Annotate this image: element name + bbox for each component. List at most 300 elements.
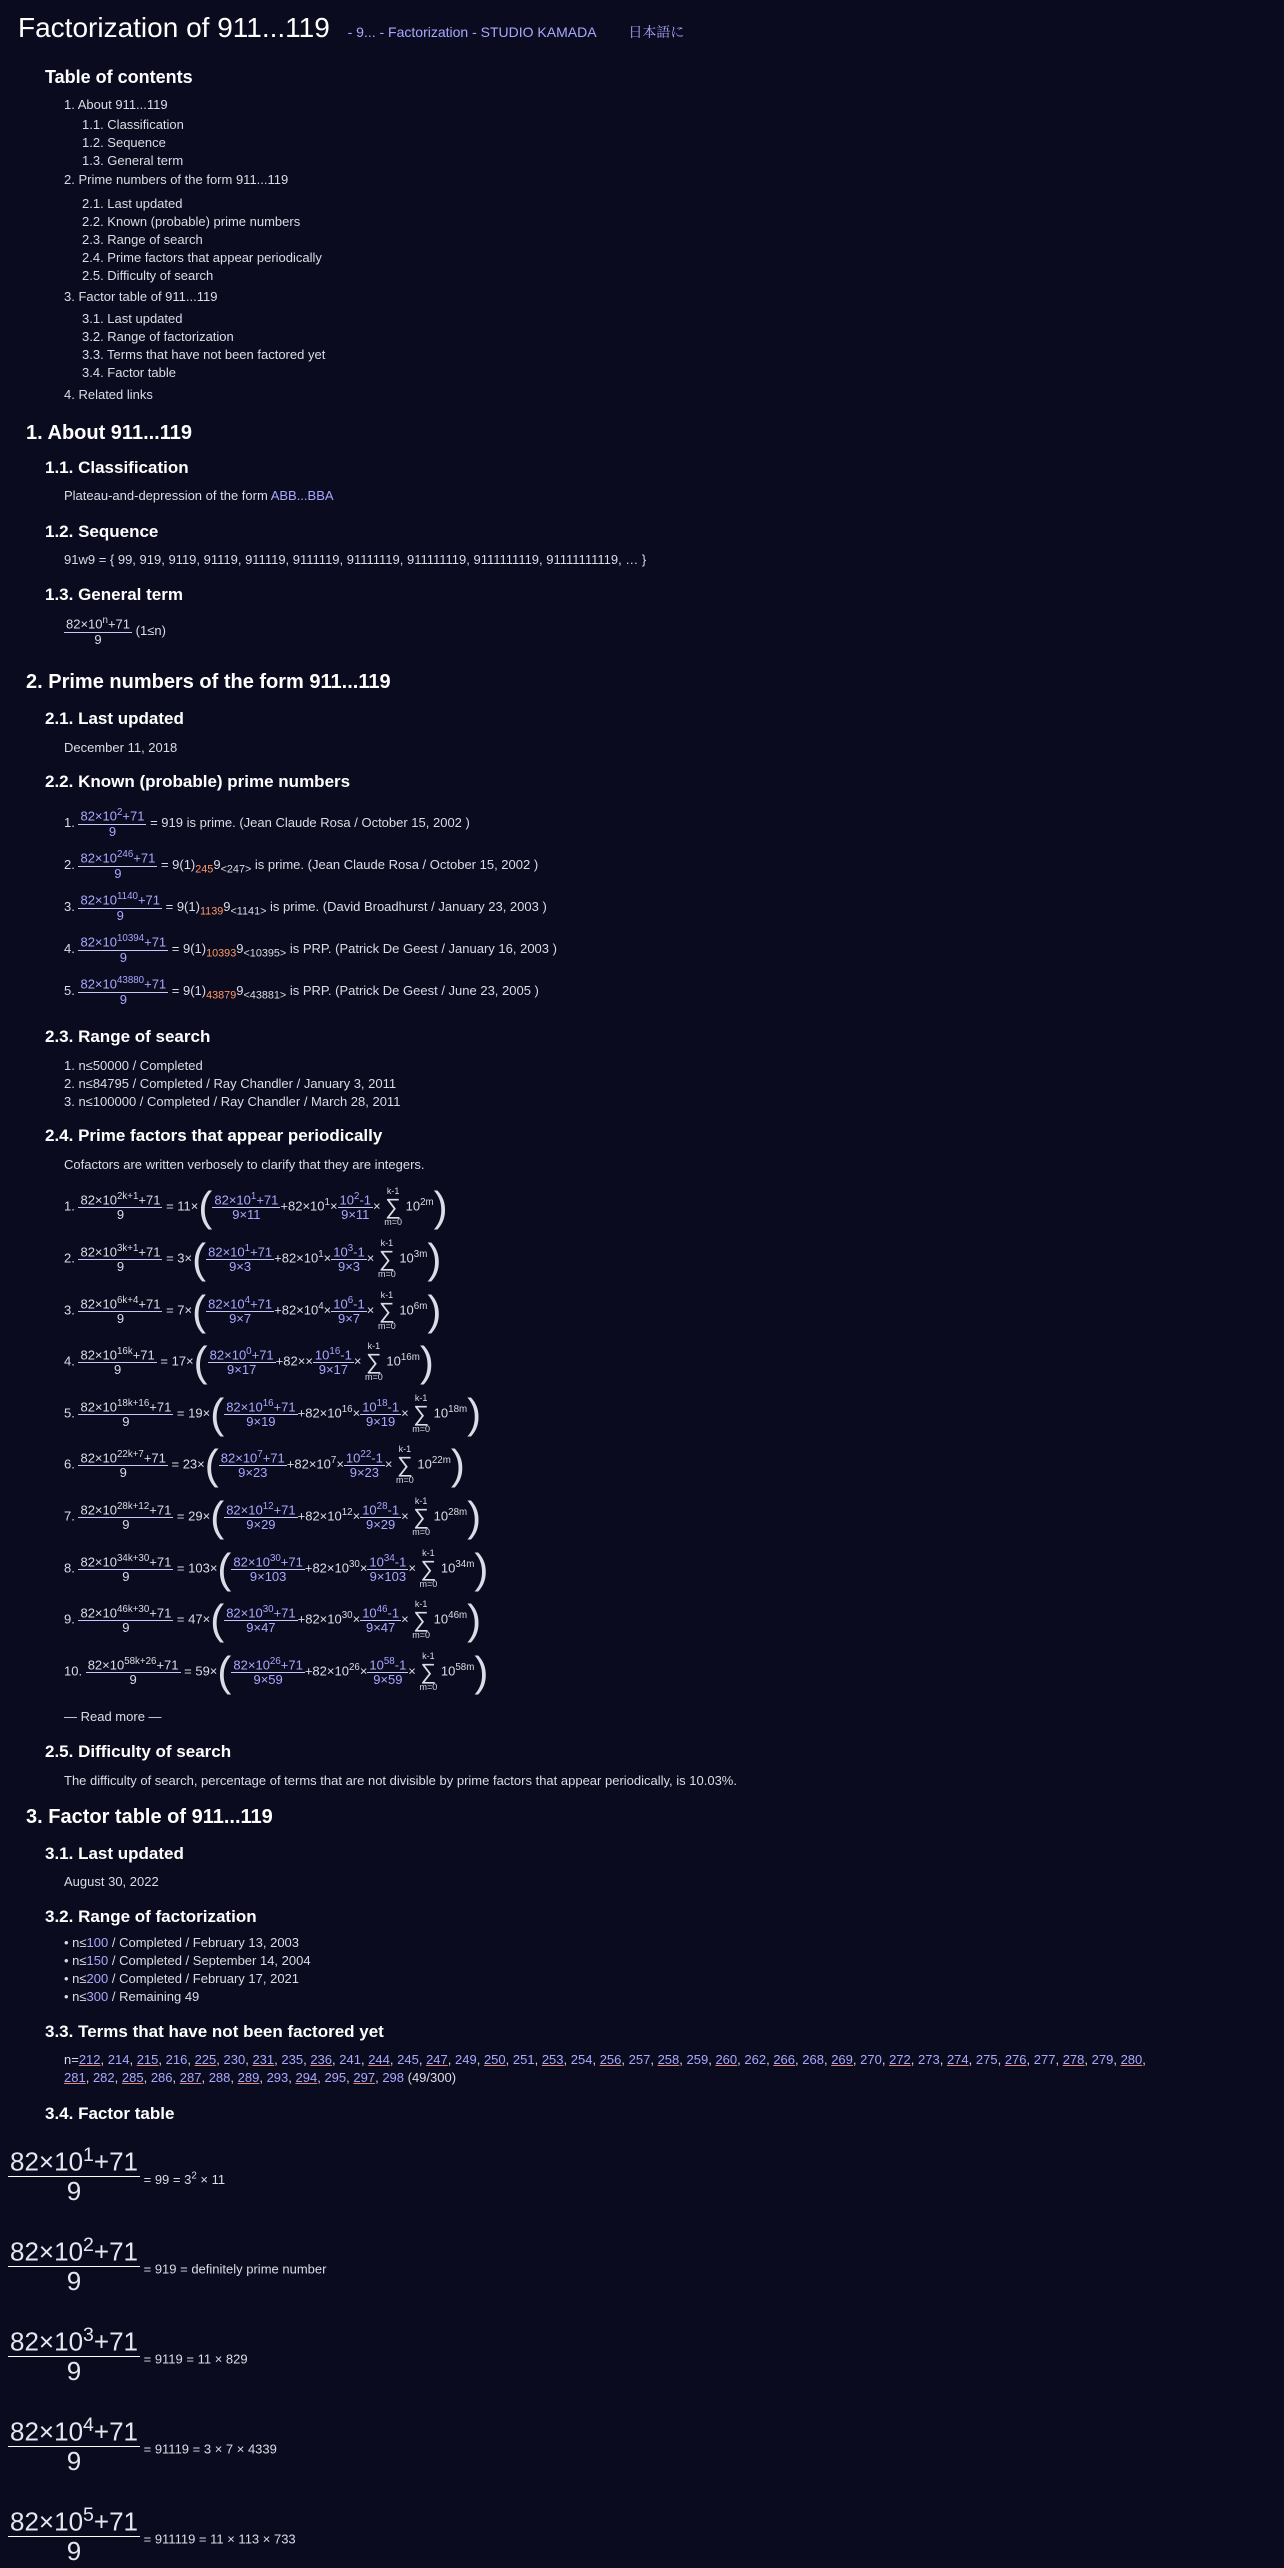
- unfactored-term-link[interactable]: 244: [368, 2052, 390, 2067]
- known-prime-row: 3. $\frac{82\times 10^{1140}+71}{9}$ = $9(1)_{1139}9_{<1141>}$ is prime. (David Broadhurst / January 23, 2003 ): [64, 891, 547, 923]
- fraction-numerator: $10^{46}-1$: [362, 1603, 400, 1620]
- left-paren: (: [210, 1596, 225, 1643]
- unfactored-term-link[interactable]: 297: [353, 2070, 376, 2085]
- factor-range-link[interactable]: 150: [86, 1953, 109, 1968]
- exponent: 46k+30: [116, 1603, 150, 1615]
- fraction-numerator: $82\times 10^{34k+30}+71$: [80, 1552, 172, 1569]
- unfactored-term-link[interactable]: 270: [860, 2052, 882, 2067]
- fraction-numerator: $10^6-1$: [333, 1294, 365, 1311]
- toc-item[interactable]: 3.4. Factor table: [82, 365, 176, 380]
- fraction: [231, 1657, 304, 1688]
- section-1-3-heading: 1.3. General term: [45, 585, 183, 604]
- toc-item[interactable]: 1.2. Sequence: [82, 135, 166, 150]
- fraction-numerator: $10^{16}-1$: [314, 1345, 352, 1362]
- factor-expression: [8, 2414, 140, 2477]
- toc-heading: Table of contents: [45, 67, 193, 87]
- unfactored-term-link[interactable]: 254: [570, 2052, 593, 2067]
- fraction-denominator: 9: [119, 1465, 127, 1481]
- digit-count: <1141>: [230, 905, 267, 918]
- sigma-lower: m=0: [412, 1527, 431, 1537]
- exponent: 30: [269, 1552, 281, 1564]
- unfactored-term-link[interactable]: 269: [831, 2052, 853, 2067]
- exponent: 7: [330, 1455, 337, 1467]
- sigma-symbol: ∑: [378, 1298, 395, 1323]
- difficulty-text: The difficulty of search, percentage of terms that are not divisible by prime factors that appear periodically, is 10.03%.: [64, 1773, 737, 1788]
- toc-item[interactable]: 3.3. Terms that have not been factored yet: [82, 347, 326, 362]
- left-paren: (: [192, 1235, 207, 1282]
- fraction-denominator: 9: [129, 1672, 137, 1688]
- unfactored-term-link[interactable]: 268: [802, 2052, 824, 2067]
- fraction: [78, 1244, 162, 1275]
- sigma-symbol: ∑: [397, 1452, 413, 1477]
- exponent: 7: [257, 1448, 263, 1460]
- unfactored-term-link[interactable]: 251: [512, 2052, 535, 2067]
- sigma-symbol: ∑: [385, 1194, 401, 1219]
- fraction-numerator: $82\times 10^4+71$: [208, 1294, 273, 1311]
- exponent: 30: [341, 1610, 353, 1622]
- periodic-factor-row: 6. $\frac{82\times 10^{22k+7}+71}{9}$ = 23×( $\frac{82\times 10^7+71}{9\times 23}$ $+82\times 10^7\times$ $\frac{10^{22}-1}{9\times 23}$ × k-1 ∑ m=0 $10^{22m}$): [64, 1441, 465, 1488]
- fraction-denominator: 9: [114, 1362, 122, 1378]
- sigma: [412, 1497, 430, 1537]
- list-index: 3.: [64, 898, 79, 914]
- fraction-denominator: 9: [66, 2536, 82, 2567]
- factor-range-link[interactable]: 100: [86, 1935, 109, 1950]
- fraction-denominator: 9×23: [238, 1465, 268, 1481]
- fraction: [212, 1192, 280, 1223]
- exponent: 34k+30: [116, 1552, 150, 1564]
- right-paren: ): [427, 1235, 442, 1282]
- fraction-denominator: 9: [122, 1620, 130, 1636]
- toc-item[interactable]: 2.2. Known (probable) prime numbers: [82, 214, 301, 229]
- fraction: [8, 2235, 140, 2296]
- toc-item[interactable]: 1.1. Classification: [82, 117, 184, 132]
- periodic-factor-row: 3. $\frac{82\times 10^{6k+4}+71}{9}$ = 7×( $\frac{82\times 10^4+71}{9\times 7}$ $+82\times 10^4\times$ $\frac{10^6-1}{9\times 7}$ × k-1 ∑ m=0 $10^{6m}$): [64, 1287, 442, 1334]
- fraction-numerator: $10^{28}-1$: [362, 1500, 400, 1517]
- unfactored-term-link[interactable]: 294: [295, 2070, 318, 2085]
- unfactored-term-link[interactable]: 277: [1033, 2052, 1056, 2067]
- sigma: [420, 1652, 438, 1692]
- toc-item[interactable]: 3.1. Last updated: [82, 311, 183, 326]
- left-paren: (: [193, 1338, 208, 1385]
- sigma-upper: k-1: [380, 1290, 394, 1300]
- fraction-denominator: 9×19: [246, 1414, 276, 1430]
- exponent: 58m: [455, 1662, 475, 1674]
- fraction-denominator: 9: [108, 823, 117, 839]
- exponent: 2: [83, 2234, 94, 2256]
- language-link[interactable]: 日本語に: [628, 24, 685, 40]
- fraction: [331, 1244, 366, 1275]
- toc-item[interactable]: 1.3. General term: [82, 153, 184, 168]
- unfactored-term-link[interactable]: 256: [599, 2052, 622, 2067]
- fraction-numerator: $82\times 10^{16}+71$: [226, 1397, 296, 1414]
- fraction-numerator: $82\times 10^{6k+4}+71$: [80, 1294, 161, 1311]
- fraction: [78, 1192, 162, 1223]
- factor-range-item: • n≤200 / Completed / February 17, 2021: [64, 1971, 300, 1986]
- factor-table-row: [8, 2415, 277, 2476]
- sigma-upper: k-1: [422, 1548, 435, 1558]
- fraction-numerator: $82\times 10^{58k+26}+71$: [87, 1655, 179, 1672]
- periodic-factor-row: 8. $\frac{82\times 10^{34k+30}+71}{9}$ = 103×( $\frac{82\times 10^{30}+71}{9\times 103}$ $+82\times 10^{30}\times$ $\frac{10^{34}-1}{9\times 103}$ × k-1 ∑ m=0 $10^{34m}$): [64, 1545, 489, 1592]
- fraction-denominator: 9: [116, 1207, 125, 1223]
- s3-last-updated: August 30, 2022: [64, 1874, 159, 1889]
- toc-item[interactable]: 2.3. Range of search: [82, 232, 203, 247]
- fraction: [78, 1502, 173, 1533]
- sigma: [378, 1291, 396, 1331]
- unfactored-term-link[interactable]: 245: [397, 2052, 419, 2067]
- unfactored-term-link[interactable]: 258: [657, 2052, 680, 2067]
- unfactored-term-link[interactable]: 272: [889, 2052, 911, 2067]
- fraction-denominator: 9×19: [365, 1414, 396, 1430]
- unfactored-term-link[interactable]: 279: [1091, 2052, 1114, 2067]
- section-2-4-heading: 2.4. Prime factors that appear periodically: [45, 1126, 383, 1145]
- unfactored-term-link[interactable]: 288: [208, 2070, 231, 2085]
- fraction: [360, 1399, 401, 1430]
- exponent: 16: [329, 1345, 341, 1357]
- unfactored-term-link[interactable]: 249: [455, 2052, 477, 2067]
- fraction: [78, 934, 168, 965]
- section-3-4-heading: 3.4. Factor table: [45, 2104, 175, 2123]
- unfactored-line: 281, 282, 285, 286, 287, 288, 289, 293, 294, 295, 297, 298 (49/300): [64, 2070, 457, 2085]
- fraction: [8, 2415, 140, 2476]
- factor-result: = $99 = 3^2 \times 11$: [140, 2170, 226, 2188]
- fraction-numerator: $82\times 10^1+71$: [214, 1190, 279, 1207]
- sigma: [378, 1239, 396, 1279]
- section-1-2-heading: 1.2. Sequence: [45, 522, 159, 541]
- search-range-item: 1. n≤50000 / Completed: [64, 1058, 203, 1073]
- repeat-count: 43879: [206, 989, 237, 1002]
- unfactored-term-link[interactable]: 276: [1004, 2052, 1027, 2067]
- fraction-denominator: 9: [66, 2446, 82, 2477]
- known-prime-row: 4. $\frac{82\times 10^{10394}+71}{9}$ = $9(1)_{10393}9_{<10395>}$ is PRP. (Patrick De Geest / January 16, 2003 ): [64, 933, 557, 965]
- sigma-symbol: ∑: [378, 1246, 395, 1271]
- fraction-denominator: 9: [116, 1311, 125, 1327]
- exponent: 30: [262, 1603, 274, 1615]
- factor-expression: [8, 2234, 140, 2297]
- classification-link[interactable]: ABB...BBA: [270, 488, 334, 503]
- unfactored-term-link[interactable]: 260: [715, 2052, 738, 2067]
- sigma-lower: m=0: [396, 1475, 414, 1485]
- list-index: 7.: [64, 1508, 79, 1524]
- unfactored-term-link[interactable]: 266: [773, 2052, 796, 2067]
- fraction: [219, 1450, 287, 1481]
- exponent: 22m: [431, 1455, 451, 1467]
- sigma: [412, 1600, 430, 1640]
- section-2-heading: 2. Prime numbers of the form 911...119: [26, 671, 391, 693]
- factor-table-row: [8, 2235, 326, 2296]
- unfactored-term-link[interactable]: 287: [179, 2070, 202, 2085]
- fraction-numerator: $10^{58}-1$: [369, 1655, 407, 1672]
- sigma-lower: m=0: [412, 1630, 431, 1640]
- factor-range-item: • n≤300 / Remaining 49: [64, 1989, 200, 2004]
- unfactored-term-link[interactable]: 257: [628, 2052, 651, 2067]
- fraction-numerator: $10^{34}-1$: [369, 1552, 407, 1569]
- toc-item[interactable]: 2. Prime numbers of the form 911...119: [64, 172, 289, 187]
- fraction: [224, 1502, 297, 1533]
- fraction: [86, 1657, 181, 1688]
- search-range-item: 3. n≤100000 / Completed / Ray Chandler / March 28, 2011: [64, 1094, 401, 1109]
- exponent: 12: [341, 1507, 353, 1519]
- sigma-lower: m=0: [419, 1579, 438, 1589]
- fraction-numerator: $82\times 10^{30}+71$: [226, 1603, 296, 1620]
- list-index: 9.: [64, 1611, 79, 1627]
- exponent: 4: [83, 2414, 94, 2436]
- fraction: [360, 1605, 401, 1636]
- fraction-numerator: $82\times 10^{26}+71$: [233, 1655, 303, 1672]
- unfactored-term-link[interactable]: 278: [1062, 2052, 1085, 2067]
- fraction-denominator: 9: [119, 949, 127, 965]
- unfactored-term-link[interactable]: 293: [266, 2070, 289, 2085]
- exponent: 18: [376, 1397, 388, 1409]
- unfactored-term-link[interactable]: 230: [223, 2052, 246, 2067]
- sigma-upper: k-1: [367, 1341, 381, 1351]
- fraction-numerator: $10^2-1$: [339, 1190, 371, 1207]
- unfactored-term-link[interactable]: 295: [324, 2070, 347, 2085]
- exponent: 0: [246, 1345, 252, 1357]
- unfactored-term-link[interactable]: 281: [64, 2070, 86, 2085]
- section-3-heading: 3. Factor table of 911...119: [26, 1806, 273, 1828]
- fraction-numerator: $82\times 10^3+71$: [10, 2324, 138, 2357]
- exponent: 22: [360, 1448, 372, 1460]
- exponent: 16: [341, 1404, 353, 1416]
- exponent: 18m: [448, 1404, 468, 1416]
- section-2-5-heading: 2.5. Difficulty of search: [45, 1742, 232, 1761]
- sigma-lower: m=0: [377, 1269, 396, 1279]
- fraction-numerator: $10^3-1$: [333, 1242, 365, 1259]
- exponent: 6m: [413, 1301, 428, 1313]
- right-paren: ): [433, 1183, 448, 1230]
- known-prime-row: 1. $\frac{82\times 10^2+71}{9}$ = 919 is prime. (Jean Claude Rosa / October 15, 2002 ): [64, 807, 470, 839]
- unfactored-term-link[interactable]: 250: [483, 2052, 506, 2067]
- sequence-text: 91w9 = { 99, 919, 9119, 91119, 911119, 9111119, 91111119, 911111119, 9111111119, 91111111119, … }: [64, 552, 647, 567]
- fraction-denominator: 9×11: [232, 1207, 261, 1223]
- exponent: 3: [83, 2324, 94, 2346]
- unfactored-term-link[interactable]: 282: [92, 2070, 115, 2085]
- exponent: 4: [318, 1301, 324, 1313]
- left-paren: (: [217, 1648, 232, 1695]
- left-paren: (: [210, 1390, 225, 1437]
- fraction: [367, 1554, 408, 1585]
- s2-last-updated: December 11, 2018: [64, 740, 178, 755]
- sigma-lower: m=0: [384, 1217, 402, 1227]
- section-1-1-heading: 1.1. Classification: [45, 458, 189, 477]
- repeat-count: 245: [195, 863, 214, 876]
- exponent: 30: [348, 1559, 360, 1571]
- toc-item[interactable]: 4. Related links: [64, 387, 153, 402]
- exponent: 2k+1: [116, 1190, 139, 1202]
- repeat-count: 10393: [206, 947, 237, 960]
- right-paren: ): [467, 1493, 482, 1540]
- fraction-numerator: $82\times 10^{2k+1}+71$: [80, 1190, 161, 1207]
- sigma-symbol: ∑: [413, 1504, 430, 1529]
- exponent: 58: [383, 1655, 395, 1667]
- fraction-denominator: 9: [114, 865, 122, 881]
- list-index: 3.: [64, 1302, 79, 1318]
- fraction-numerator: $82\times 10^{18k+16}+71$: [80, 1397, 172, 1414]
- fraction-denominator: 9×47: [365, 1620, 396, 1636]
- periodic-factor-row: 7. $\frac{82\times 10^{28k+12}+71}{9}$ = 29×( $\frac{82\times 10^{12}+71}{9\times 29}$ $+82\times 10^{12}\times$ $\frac{10^{28}-1}{9\times 29}$ × k-1 ∑ m=0 $10^{28m}$): [64, 1493, 482, 1540]
- unfactored-term-link[interactable]: 286: [150, 2070, 173, 2085]
- sigma-upper: k-1: [380, 1238, 394, 1248]
- fraction-denominator: 9×47: [246, 1620, 276, 1636]
- unfactored-term-link[interactable]: 225: [194, 2052, 217, 2067]
- fraction-denominator: 9: [116, 907, 124, 923]
- unfactored-term-link[interactable]: 262: [744, 2052, 767, 2067]
- unfactored-term-link[interactable]: 275: [975, 2052, 998, 2067]
- known-prime-row: 2. $\frac{82\times 10^{246}+71}{9}$ = $9(1)_{245}9_{<247>}$ is prime. (Jean Claude Rosa / October 15, 2002 ): [64, 849, 539, 881]
- fraction-numerator: $82\times 10^{46k+30}+71$: [80, 1603, 172, 1620]
- sigma-upper: k-1: [386, 1186, 400, 1196]
- toc-item[interactable]: 3. Factor table of 911...119: [64, 289, 218, 304]
- fraction: [224, 1605, 297, 1636]
- fraction-numerator: $82\times 10^{16k}+71$: [80, 1345, 155, 1362]
- factor-range-item: • n≤100 / Completed / February 13, 2003: [64, 1935, 300, 1950]
- fraction-numerator: $82\times 10^{246}+71$: [80, 849, 156, 866]
- unfactored-count: (49/300): [404, 2070, 457, 2085]
- sigma-upper: k-1: [414, 1496, 428, 1506]
- section-1-heading: 1. About 911...119: [26, 422, 193, 444]
- factor-result: = 9119 = 11 × 829: [140, 2351, 248, 2367]
- exponent: 16m: [400, 1352, 420, 1364]
- repeat-count: 1139: [199, 905, 224, 918]
- exponent: 34m: [455, 1559, 475, 1571]
- left-paren: (: [204, 1441, 219, 1488]
- exponent: 26: [269, 1655, 281, 1667]
- fraction: [344, 1450, 385, 1481]
- fraction-denominator: 9×103: [369, 1569, 407, 1585]
- page-title: Factorization of 911...119 - 9... - Factorization - STUDIO KAMADA 日本語に: [18, 12, 685, 43]
- unfactored-term-link[interactable]: 216: [165, 2052, 188, 2067]
- fraction-numerator: $82\times 10^{1140}+71$: [80, 891, 161, 908]
- fraction-numerator: $82\times 10^{28k+12}+71$: [80, 1500, 172, 1517]
- read-more-link[interactable]: — Read more —: [64, 1709, 162, 1724]
- unfactored-term-link[interactable]: 247: [426, 2052, 448, 2067]
- fraction-denominator: 9: [116, 1259, 125, 1275]
- unfactored-term-link[interactable]: 285: [121, 2070, 144, 2085]
- unfactored-term-link[interactable]: 289: [237, 2070, 260, 2085]
- exponent: 2m: [420, 1197, 434, 1209]
- list-index: 10.: [64, 1663, 86, 1679]
- factor-result: = 919 = definitely prime number: [140, 2261, 327, 2277]
- exponent: 5: [83, 2504, 94, 2526]
- unfactored-term-link[interactable]: 215: [136, 2052, 159, 2067]
- exponent: 1: [318, 1249, 324, 1261]
- fraction: [206, 1244, 274, 1275]
- exponent: 2: [354, 1190, 360, 1202]
- fraction: [78, 976, 168, 1007]
- unfactored-term-link[interactable]: 274: [946, 2052, 969, 2067]
- fraction: [78, 1554, 173, 1585]
- exponent: 22k+7: [116, 1448, 144, 1460]
- fraction: [208, 1347, 276, 1378]
- unfactored-term-link[interactable]: 298: [382, 2070, 405, 2085]
- exponent: 3m: [413, 1249, 428, 1261]
- fraction-denominator: 9×7: [229, 1311, 252, 1327]
- list-index: 2.: [64, 1250, 79, 1266]
- section-3-2-heading: 3.2. Range of factorization: [45, 1907, 257, 1926]
- fraction-denominator: 9: [122, 1517, 130, 1533]
- unfactored-term-link[interactable]: 231: [252, 2052, 275, 2067]
- sigma-symbol: ∑: [420, 1556, 437, 1581]
- sigma: [384, 1187, 402, 1227]
- unfactored-term-link[interactable]: 212: [78, 2052, 101, 2067]
- fraction-numerator: $82\times 10^5+71$: [10, 2504, 138, 2537]
- unfactored-term-link[interactable]: 280: [1120, 2052, 1143, 2067]
- toc-item[interactable]: 2.5. Difficulty of search: [82, 268, 214, 283]
- toc-item[interactable]: 2.1. Last updated: [82, 196, 183, 211]
- exponent: 16: [262, 1397, 274, 1409]
- unfactored-term-link[interactable]: 236: [310, 2052, 333, 2067]
- fraction-numerator: $10^{22}-1$: [345, 1448, 383, 1465]
- exponent: 46: [376, 1603, 388, 1615]
- fraction-denominator: 9: [119, 991, 127, 1007]
- fraction-denominator: 9×59: [373, 1672, 403, 1688]
- unfactored-term-link[interactable]: 214: [107, 2052, 130, 2067]
- fraction-denominator: 9×3: [337, 1259, 361, 1275]
- fraction-denominator: 9×59: [253, 1672, 283, 1688]
- sigma-upper: k-1: [422, 1651, 435, 1661]
- toc-item[interactable]: 2.4. Prime factors that appear periodically: [82, 250, 322, 265]
- unfactored-term-link[interactable]: 253: [541, 2052, 564, 2067]
- unfactored-term-link[interactable]: 235: [281, 2052, 304, 2067]
- factor-range-link[interactable]: 300: [86, 1989, 109, 2004]
- unfactored-term-link[interactable]: 273: [918, 2052, 940, 2067]
- unfactored-term-link[interactable]: 259: [686, 2052, 709, 2067]
- section-2-2-heading: 2.2. Known (probable) prime numbers: [45, 772, 351, 791]
- sigma: [420, 1549, 438, 1589]
- factor-table-row: [8, 2325, 248, 2386]
- exponent: 2: [191, 2170, 197, 2182]
- factor-range-link[interactable]: 200: [86, 1971, 109, 1986]
- fraction-denominator: 9×7: [337, 1311, 361, 1327]
- exponent: 34: [383, 1552, 395, 1564]
- toc-item[interactable]: 1. About 911...119: [64, 97, 168, 112]
- exponent: 28m: [448, 1507, 468, 1519]
- unfactored-line: n=212, 214, 215, 216, 225, 230, 231, 235, 236, 241, 244, 245, 247, 249, 250, 251, 253, 254, 256, 257, 258, 259, 260, 262, 266, 268, 269, 270, 272, 273, 274, 275, 276, 277, 278, 279, 280,: [64, 2052, 1146, 2067]
- sigma-lower: m=0: [365, 1372, 383, 1382]
- breadcrumb-link[interactable]: - 9... - Factorization - STUDIO KAMADA: [347, 24, 597, 40]
- list-index: 5.: [64, 1405, 79, 1421]
- fraction: [206, 1296, 274, 1327]
- fraction: [78, 1450, 167, 1481]
- right-paren: ): [467, 1390, 482, 1437]
- exponent: 1: [244, 1242, 251, 1254]
- factor-result: = 911119 = 11 × 113 × 733: [140, 2531, 296, 2547]
- fraction: [331, 1296, 366, 1327]
- cofactor-note: Cofactors are written verbosely to clarify that they are integers.: [64, 1157, 425, 1172]
- fraction-denominator: 9: [66, 2176, 82, 2207]
- exponent: 43880: [116, 975, 145, 986]
- list-index: 4.: [64, 940, 79, 956]
- fraction-numerator: $82\times 10^4+71$: [10, 2414, 138, 2447]
- fraction-denominator: 9×29: [246, 1517, 276, 1533]
- periodic-factor-row: 5. $\frac{82\times 10^{18k+16}+71}{9}$ = 19×( $\frac{82\times 10^{16}+71}{9\times 19}$ $+82\times 10^{16}\times$ $\frac{10^{18}-1}{9\times 19}$ × k-1 ∑ m=0 $10^{18m}$): [64, 1390, 482, 1437]
- exponent: 1: [250, 1190, 257, 1202]
- toc-item[interactable]: 3.2. Range of factorization: [82, 329, 234, 344]
- sigma-symbol: ∑: [413, 1401, 430, 1426]
- fraction-denominator: 9×103: [249, 1569, 287, 1585]
- exponent: 28: [376, 1500, 388, 1512]
- fraction-numerator: $82\times 10^1+71$: [208, 1242, 273, 1259]
- exponent: 3k+1: [116, 1242, 139, 1254]
- fraction: [78, 850, 157, 881]
- fraction-numerator: $82\times 10^2+71$: [80, 807, 145, 824]
- factor-expression: [8, 2324, 140, 2387]
- fraction-denominator: 9: [122, 1414, 130, 1430]
- right-paren: ): [474, 1648, 489, 1695]
- unfactored-term-link[interactable]: 241: [339, 2052, 361, 2067]
- fraction: [78, 1347, 156, 1378]
- fraction: [231, 1554, 304, 1585]
